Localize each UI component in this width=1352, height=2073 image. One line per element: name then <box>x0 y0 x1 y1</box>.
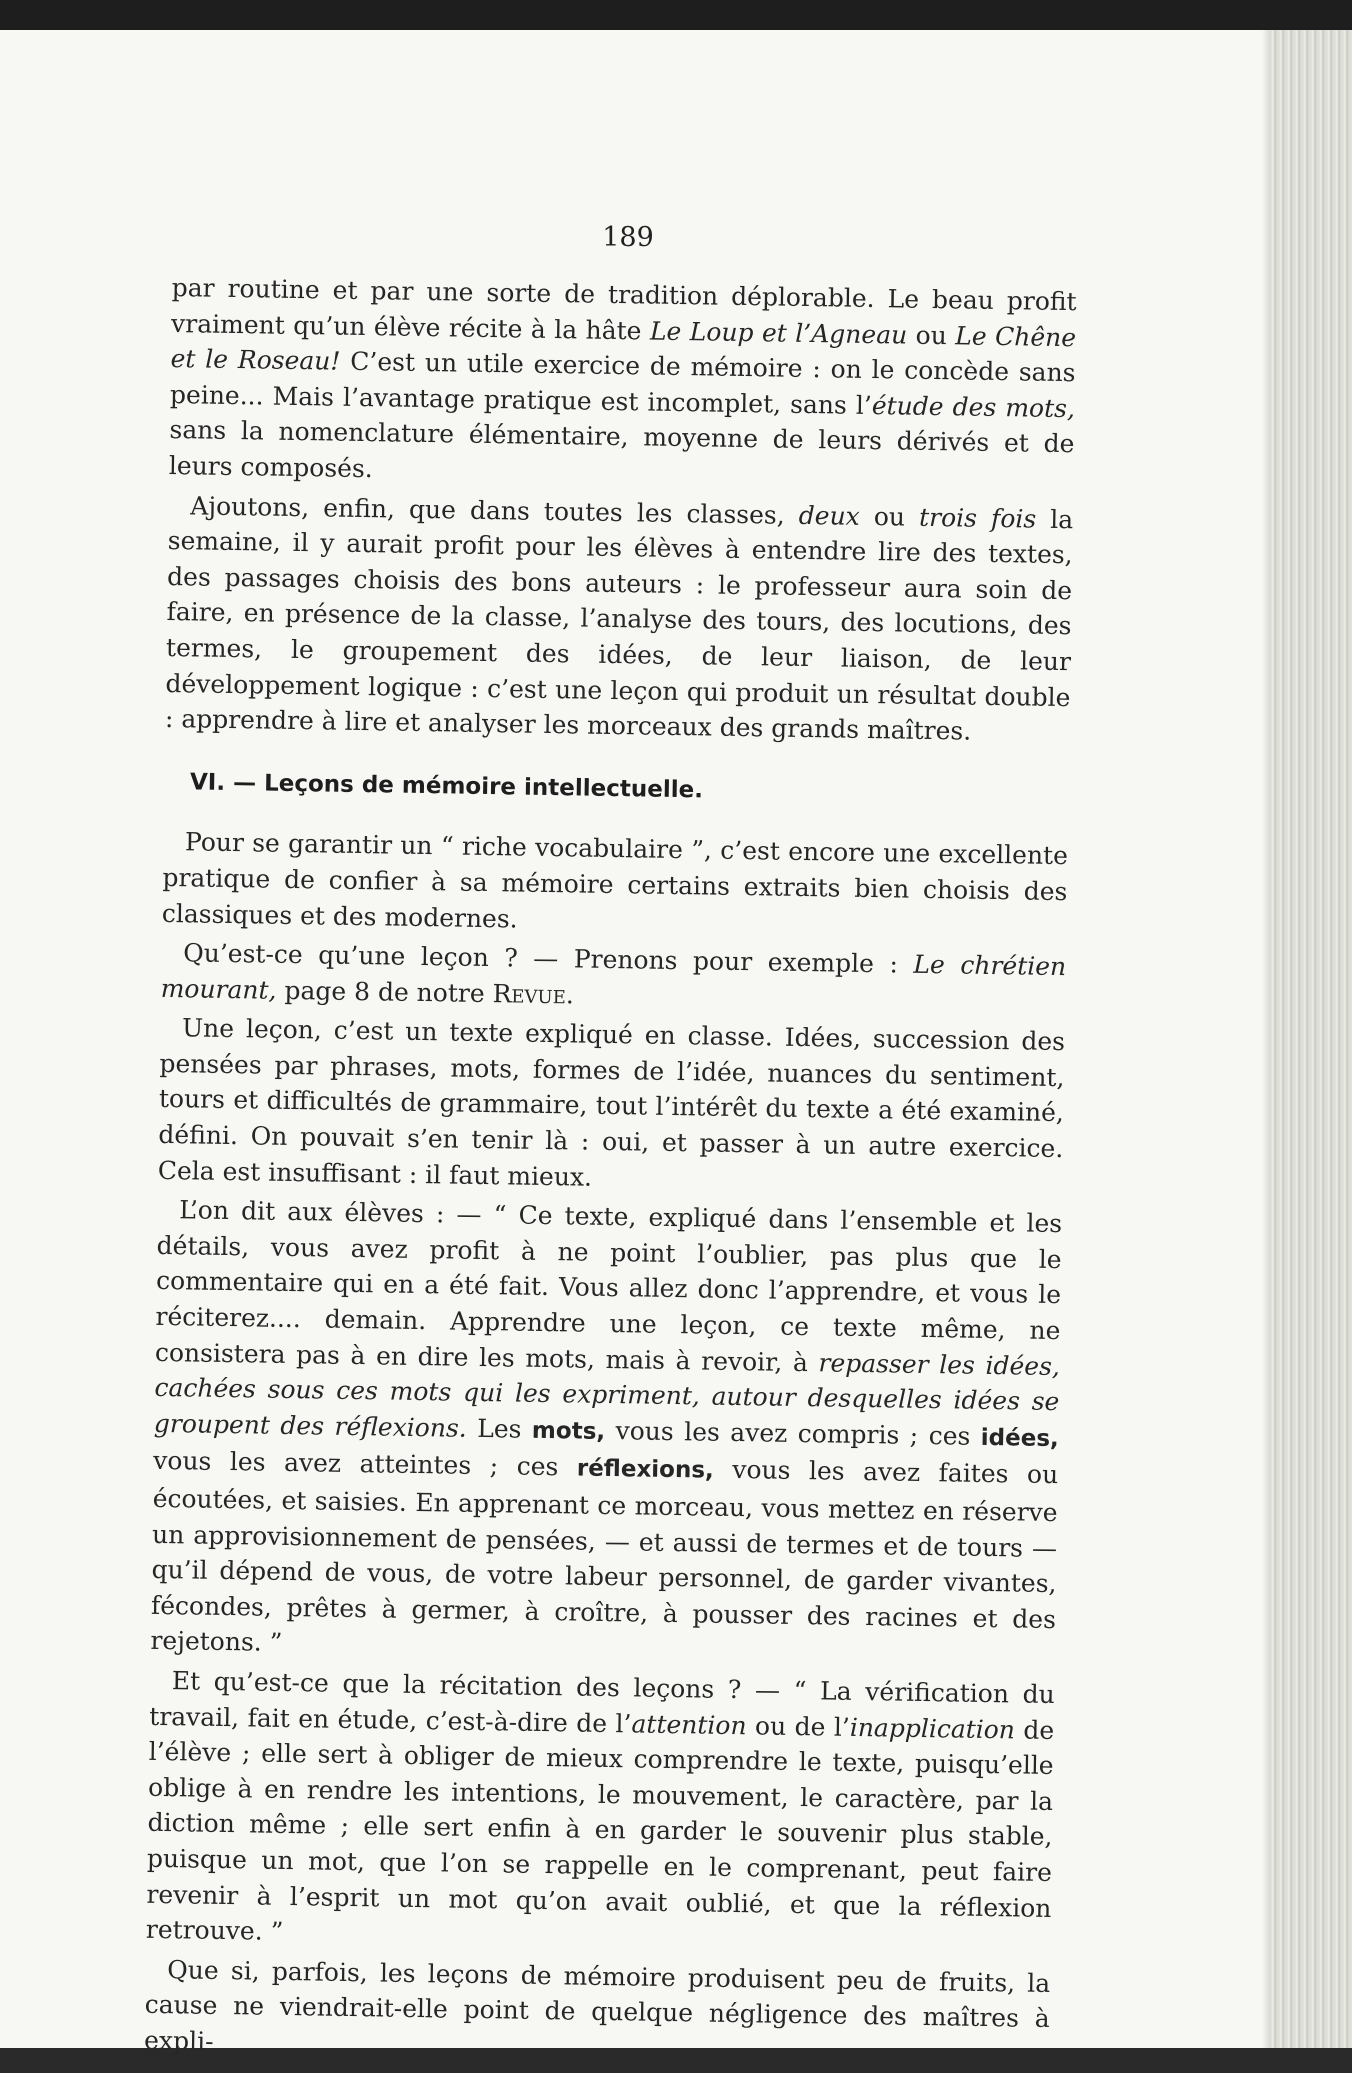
text-run: L’on dit aux élèves : — “ Ce texte, expliqué dans l’ensemble et les détails, vous avez profit à ne point l’oublier, pas plus que le commentaire qui en a été fait. Vous allez donc l’apprendre, et vous le réciterez.... demain. Apprendre une leçon, ce texte même, ne consistera pas à en dire les mots, mais à revoir, à <box>154 1195 1063 1377</box>
paragraph-8: Que si, parfois, les leçons de mémoire produisent peu de fruits, la cause ne viendrait-elle point de quelque négligence des maîtres à expli- <box>143 1954 1051 2056</box>
page-edge-stack <box>1270 30 1352 2048</box>
italic-word: inapplication <box>849 1712 1016 1744</box>
text-run: Et qu’est-ce que la récitation des leçons ? — “ La vérification du travail, fait en étude, c’est-à-dire de l’ <box>149 1666 1055 1738</box>
text-run: de l’élève ; elle sert à obliger de mieux comprendre le texte, puisqu’elle oblige à en rendre les intentions, le mouvement, le caractère, par la diction même ; elle sert enfin à en garder le souvenir plus stable, puisque un mot, que l’on se rappelle en le comprenant, peut faire revenir à l’esprit un mot qu’on avait oublié, et que la réflexion retrouve. ” <box>145 1714 1055 1947</box>
small-caps-word: Revue. <box>492 978 575 1010</box>
section-heading: VI. — Leçons de mémoire intellectuelle. <box>189 769 704 804</box>
text-run: vous les avez compris ; ces <box>604 1415 982 1451</box>
bold-word: mots, <box>531 1417 606 1445</box>
paragraph-3: Pour se garantir un “ riche vocabulaire ”, c’est encore une excellente pratique de confier à sa mémoire certains extraits bien choisis des classiques et des modernes. <box>161 827 1069 934</box>
text-run: par routine et par une sorte de tradition déplorable. Le beau profit vraiment qu’un élève récite à la hâte <box>170 272 1077 346</box>
scan-top-border <box>0 0 1352 30</box>
paragraph-2 <box>165 488 1074 751</box>
text-run: vous les avez faites ou écoutées, et saisies. En apprenant ce morceau, vous mettez en réserve un approvisionnement de pensées, — et aussi de termes et de tours — qu’il dépend de vous, de votre labeur personnel, de garder vivantes, fécondes, prêtes à germer, à croître, à pousser des racines et des rejetons. ” <box>150 1455 1059 1658</box>
text-run: ou <box>859 501 920 532</box>
text-run: Qu’est-ce qu’une leçon ? — Prenons pour exemple : <box>183 938 914 979</box>
page-number: 189 <box>602 222 654 253</box>
text-run: vous les avez atteintes ; ces <box>153 1446 578 1482</box>
italic-word: attention <box>631 1708 747 1740</box>
italic-title: Le Loup et l’Agneau <box>649 316 908 350</box>
paragraph-1 <box>169 270 1077 498</box>
text-run: la semaine, il y aurait profit pour les élèves à entendre lire des textes, des passages choisis des bons auteurs : le professeur aura soin de faire, en présence de la classe, l’analyse des tours, des locutions, des termes, le groupement des idées, de leur liaison, de leur développement logique : c’est une leçon qui produit un résultat double : apprendre à lire et analyser les morceaux des grands maîtres. <box>164 504 1074 746</box>
italic-phrase: étude des mots, <box>871 390 1076 423</box>
text-run: C’est un utile exercice de mémoire : on le concède sans peine... Mais l’avantage pratique est incomplet, sans l’ <box>169 346 1076 420</box>
body-text <box>144 270 1077 2072</box>
italic-phrase: trois fois <box>918 502 1037 534</box>
bold-word: réflexions, <box>576 1455 714 1485</box>
paragraph-5: Une leçon, c’est un texte expliqué en classe. Idées, succession des pensées par phrases, mots, formes de l’idée, nuances du sentiment, tours et difficultés de grammaire, tout l’intérêt du texte a été examiné, défini. On pouvait s’en tenir là : oui, et passer à un autre exercice. Cela est insuffisant : il faut mieux. <box>157 1013 1066 1192</box>
text-run: Les <box>466 1413 533 1444</box>
text-run: Ajoutons, enfin, que dans toutes les classes, <box>190 490 800 530</box>
italic-title: Le chrétien mourant, <box>160 949 1067 1005</box>
bold-word: idées, <box>980 1424 1059 1452</box>
italic-phrase: repasser les idées, cachées sous ces mots qui les expriment, autour desquelles idées se groupent des réflexions. <box>153 1347 1061 1443</box>
paragraph-4 <box>160 935 1066 1020</box>
paragraph-7 <box>146 1663 1055 1962</box>
text-run: ou de l’ <box>746 1710 851 1742</box>
paragraph-6 <box>150 1192 1062 1673</box>
italic-title: Le Chêne et le Roseau! <box>170 320 1077 376</box>
text-run: sans la nomenclature élémentaire, moyenne de leurs dérivés et de leurs composés. <box>168 415 1075 484</box>
italic-phrase: deux <box>798 500 861 531</box>
text-run: page 8 de notre <box>276 975 493 1008</box>
text-run: ou <box>906 320 956 350</box>
